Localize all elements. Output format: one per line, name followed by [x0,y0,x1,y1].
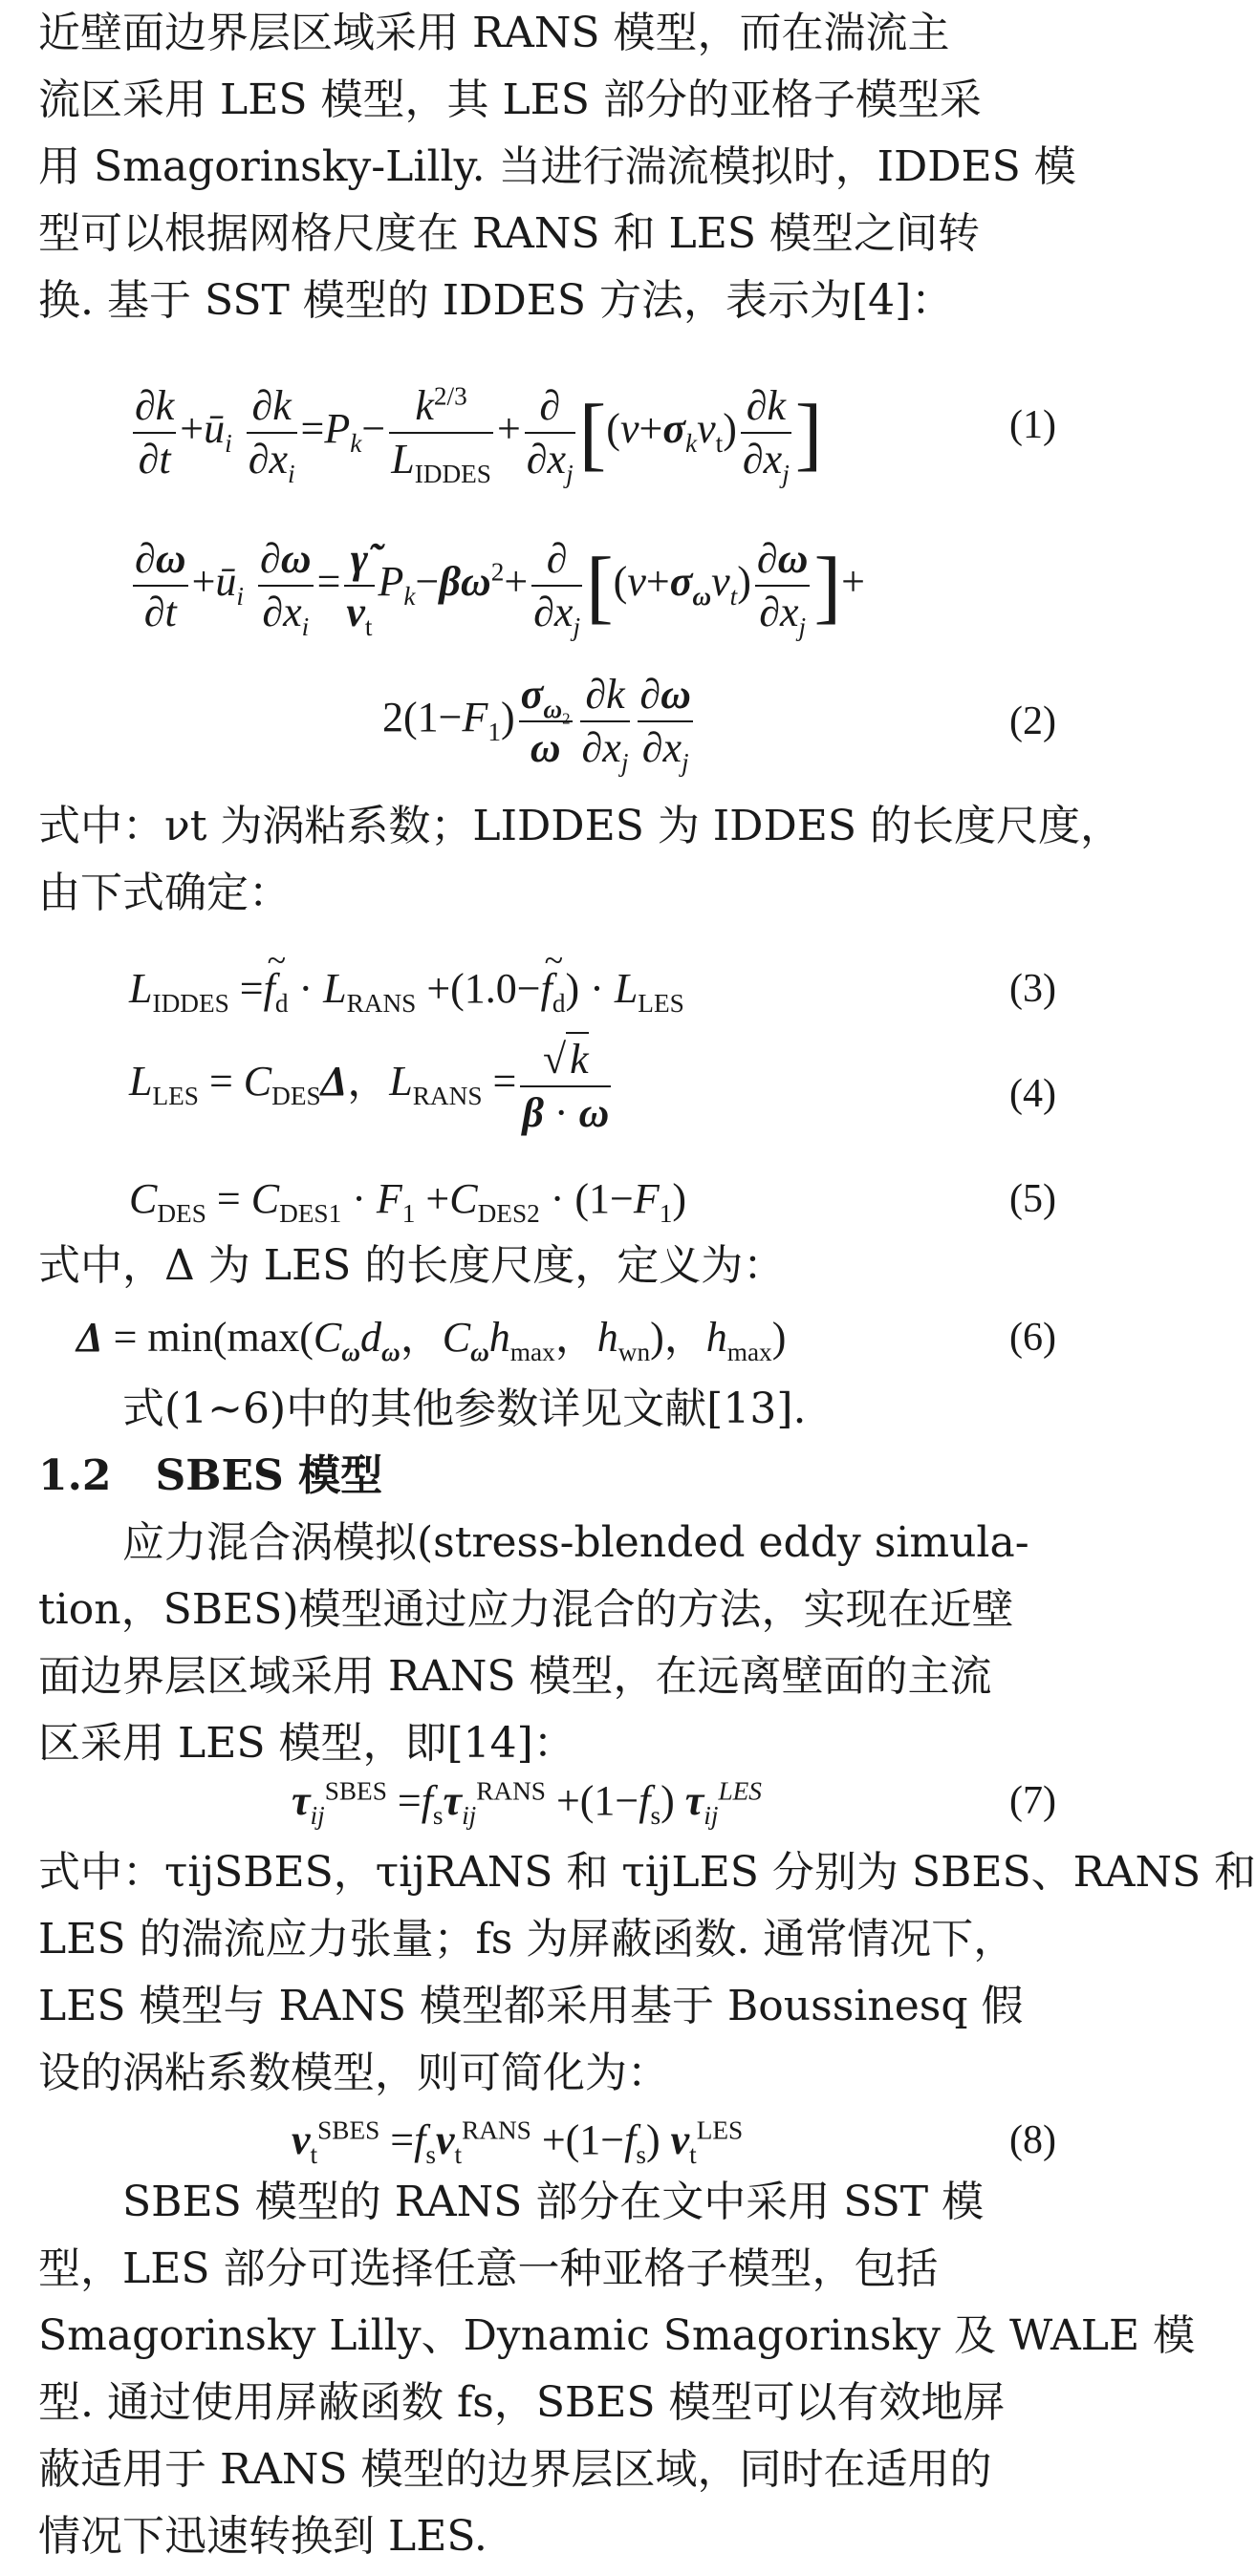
definition-paragraph [38,793,1122,927]
section-title: SBES 模型 [155,1451,383,1500]
equation-number: (2) [1009,699,1056,743]
section-number: 1.2 [38,1451,112,1500]
text-line: 型，LES 部分可选择任意一种亚格子模型，包括 [38,2244,939,2293]
equation-2: $\frac{\partial\omega}{\partial t}$ $+ū_i$ $\frac{\partial\omega}{\partial x_i}$ = $\frac{\gammã}{\nu_t}$ $P_k-\beta\omega^2+$ $\frac{\partial}{\partial x_j}$ [$(\nu+\sigma_\omega\nu_t)$ $\frac{\partial\omega}{\partial x_j}$ ]+ $2(1-F_1)$ $\frac{\sigma_{\omega_2}}{\omega}$ $\frac{\partial k}{\partial x_j}$ $\frac{\partial\omega}{\partial x_j}$ (2) [135,535,1056,777]
text-line: 式中：νt 为涡粘系数；LIDDES 为 IDDES 的长度尺度， [38,802,1122,850]
text-line: 设的涡粘系数模型，则可简化为： [38,2049,669,2097]
stress-definition-paragraph [38,1839,1256,2107]
equation-5: $C_{DES} = C_{DES1} \cdot F_1 +C_{DES2} \cdot (1-F_1)$ (5) [38,1166,1056,1233]
text-line: 流区采用 LES 模型，其 LES 部分的亚格子模型采 [38,75,982,124]
equation-number: (3) [1009,967,1056,1011]
equation-number: (7) [1009,1779,1056,1823]
text-line: 应力混合涡模拟(stress-blended eddy simula- [122,1518,1029,1567]
intro-paragraph [38,0,1076,334]
text-line: 情况下迅速转换到 LES. [38,2512,487,2561]
text-line: Smagorinsky Lilly、Dynamic Smagorinsky 及 WALE 模 [38,2311,1196,2360]
text-line: 换. 基于 SST 模型的 IDDES 方法，表示为[4]： [38,276,954,325]
text-line: LES 模型与 RANS 模型都采用基于 Boussinesq 假 [38,1982,1024,2030]
text-line: LES 的湍流应力张量；fs 为屏蔽函数. 通常情况下， [38,1915,1016,1964]
sbes-intro-paragraph [38,1510,1056,1777]
delta-definition [38,1233,1056,1299]
text-line: 面边界层区域采用 RANS 模型，在远离壁面的主流 [38,1652,992,1701]
equation-7: $\tau_{ij}^{SBES} =f_s\tau_{ij}^{RANS} +(1-f_s)$ $\tau_{ij}^{LES}$ (7) [38,1768,1056,1835]
sbes-summary-paragraph [38,2169,1196,2570]
equation-number: (8) [1009,2118,1056,2162]
equation-8: $\nu_t^{SBES} =f_s\nu_t^{RANS} +(1-f_s)$ $\nu_t^{LES}$ (8) [38,2107,1056,2174]
equation-number: (4) [1009,1072,1056,1116]
equation-1: $\frac{\partial k}{\partial t}$ $+ū_i$ $\frac{\partial k}{\partial x_i}$ $=P_k-$ $\frac{k^{2/3}}{L_{IDDES}}$ + $\frac{\partial}{\partial x_j}$ [$(\nu+\sigma_k\nu_t)$ $\frac{\partial k}{\partial x_j}$ ] (1) [135,381,1056,488]
equation-number: (5) [1009,1177,1056,1221]
equation-4: $L_{LES} = C_{DES}\Delta$，$L_{RANS}$ = $\frac{√k}{\beta \cdot \omega}$ (4) [38,1032,1056,1156]
text-line: 近壁面边界层区域采用 RANS 模型，而在湍流主 [38,9,950,57]
text-line: SBES 模型的 RANS 部分在文中采用 SST 模 [122,2178,985,2226]
text-line: 型. 通过使用屏蔽函数 fs，SBES 模型可以有效地屏 [38,2378,1006,2427]
section-heading [38,1443,382,1510]
text-line: 区采用 LES 模型，即[14]： [38,1719,575,1768]
text-line: 用 Smagorinsky-Lilly. 当进行湍流模拟时，IDDES 模 [38,142,1076,191]
text-line: 型可以根据网格尺度在 RANS 和 LES 模型之间转 [38,209,980,258]
text-line: 由下式确定： [38,869,291,917]
text-line: 式(1~6)中的其他参数详见文献[13]. [122,1385,807,1433]
text-line: 蔽适用于 RANS 模型的边界层区域，同时在适用的 [38,2445,992,2494]
equation-6: $\Delta = \min(\max(C_\omega d_\omega$，$C_\omega h_{max}$，$h_{wn}$)，$h_{max}$) (6) [38,1304,1056,1371]
text-line: tion，SBES)模型通过应力混合的方法，实现在近壁 [38,1585,1014,1634]
equation-3: $L_{IDDES}$ =~ $f_d \cdot L_{RANS}$ +(1.0−~ $f_d) \cdot L_{LES}$ (3) [38,955,1056,1022]
equation-number: (6) [1009,1316,1056,1360]
text-line: 式中：τijSBES，τijRANS 和 τijLES 分别为 SBES、RANS 和 [38,1848,1256,1897]
text-line: 式中，Δ 为 LES 的长度尺度，定义为： [38,1241,786,1290]
equation-number: (1) [1009,403,1056,447]
reference-note [38,1376,1056,1443]
